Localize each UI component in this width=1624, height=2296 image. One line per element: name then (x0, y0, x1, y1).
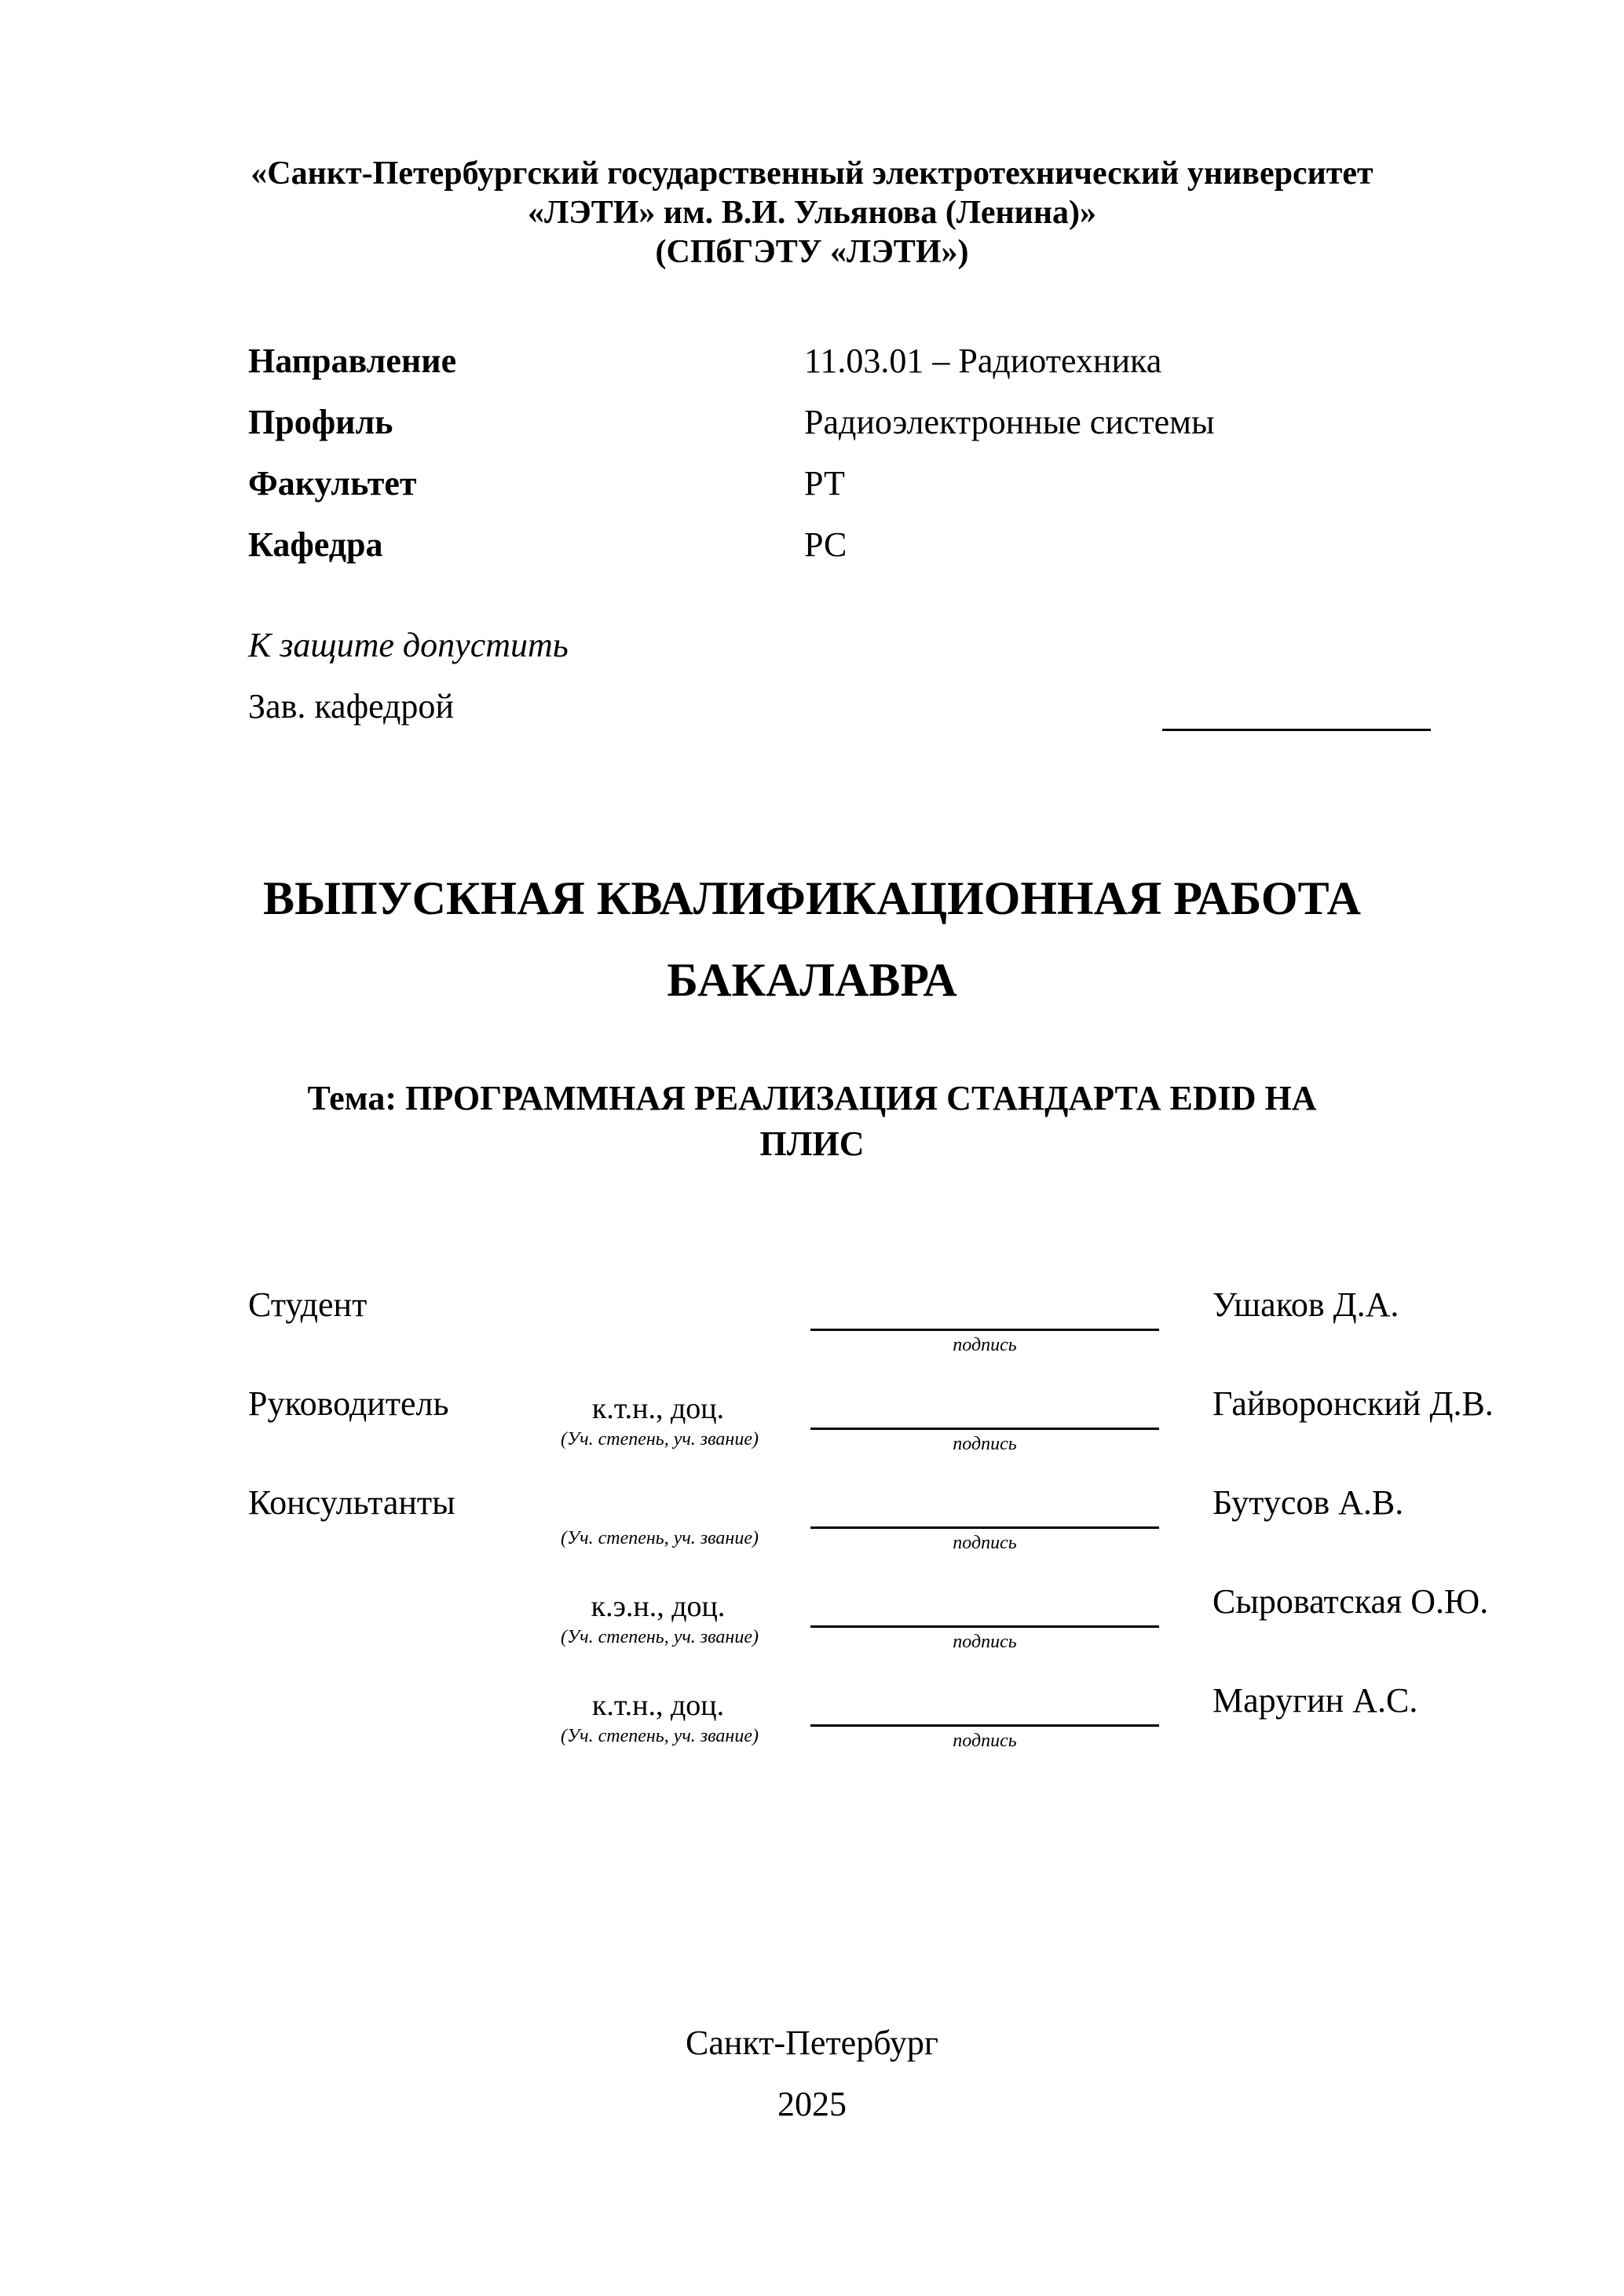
signature-caption: подпись (953, 1434, 1017, 1454)
signatory-name: Ушаков Д.А. (1213, 1285, 1399, 1324)
faculty-label: Факультет (248, 464, 417, 503)
document-title (0, 857, 1624, 1021)
profile-value: Радиоэлектронные системы (804, 403, 1215, 441)
signature-caption: подпись (953, 1335, 1017, 1355)
university-name-line2: «ЛЭТИ» им. В.И. Ульянова (Ленина)» (527, 195, 1097, 231)
academic-degree: к.т.н., доц. (591, 1392, 725, 1425)
title-line1: ВЫПУСКНАЯ КВАЛИФИКАЦИОННАЯ РАБОТА (263, 872, 1361, 924)
academic-degree: к.э.н., доц. (591, 1590, 726, 1623)
department-label: Кафедра (248, 525, 383, 564)
academic-degree-caption: (Уч. степень, уч. звание) (561, 1726, 759, 1746)
faculty-value: РТ (804, 464, 845, 503)
university-abbreviation: (СПбГЭТУ «ЛЭТИ») (655, 234, 969, 270)
head-of-department-label: Зав. кафедрой (248, 687, 454, 726)
signature-line (810, 1526, 1159, 1529)
signature-role: Студент (248, 1285, 368, 1324)
signatory-name: Гайворонский Д.В. (1213, 1384, 1494, 1423)
topic-line1: Тема: ПРОГРАММНАЯ РЕАЛИЗАЦИЯ СТАНДАРТА EDID НА (307, 1079, 1317, 1117)
signature-caption: подпись (953, 1731, 1017, 1751)
signature-role: Консультанты (248, 1483, 455, 1522)
academic-degree-caption: (Уч. степень, уч. звание) (561, 1429, 759, 1450)
university-name-line1: «Санкт-Петербургский государственный электротехнический университет (251, 155, 1373, 192)
signature-line (810, 1329, 1159, 1331)
signatory-name: Маругин А.С. (1213, 1681, 1418, 1720)
signature-role: Руководитель (248, 1384, 449, 1423)
signature-line (810, 1625, 1159, 1628)
department-value: РС (804, 525, 847, 564)
academic-degree-caption: (Уч. степень, уч. звание) (561, 1528, 759, 1548)
city: Санкт-Петербург (686, 2024, 938, 2062)
direction-label: Направление (248, 342, 457, 380)
defense-approval-note: К защите допустить (248, 626, 569, 664)
signature-caption: подпись (953, 1533, 1017, 1553)
topic-line2: ПЛИС (759, 1124, 865, 1163)
year: 2025 (777, 2085, 847, 2123)
signatory-name: Бутусов А.В. (1213, 1483, 1404, 1522)
title-line2: БАКАЛАВРА (667, 954, 957, 1006)
profile-label: Профиль (248, 403, 393, 441)
signature-line (810, 1724, 1159, 1727)
signatory-name: Сыроватская О.Ю. (1213, 1582, 1489, 1621)
signature-caption: подпись (953, 1632, 1017, 1652)
head-signature-line (1162, 729, 1431, 731)
university-header (0, 154, 1624, 272)
thesis-topic (0, 1076, 1624, 1167)
academic-degree-caption: (Уч. степень, уч. звание) (561, 1627, 759, 1647)
academic-degree: к.т.н., доц. (591, 1689, 725, 1722)
direction-value: 11.03.01 – Радиотехника (804, 342, 1162, 380)
signature-line (810, 1428, 1159, 1430)
